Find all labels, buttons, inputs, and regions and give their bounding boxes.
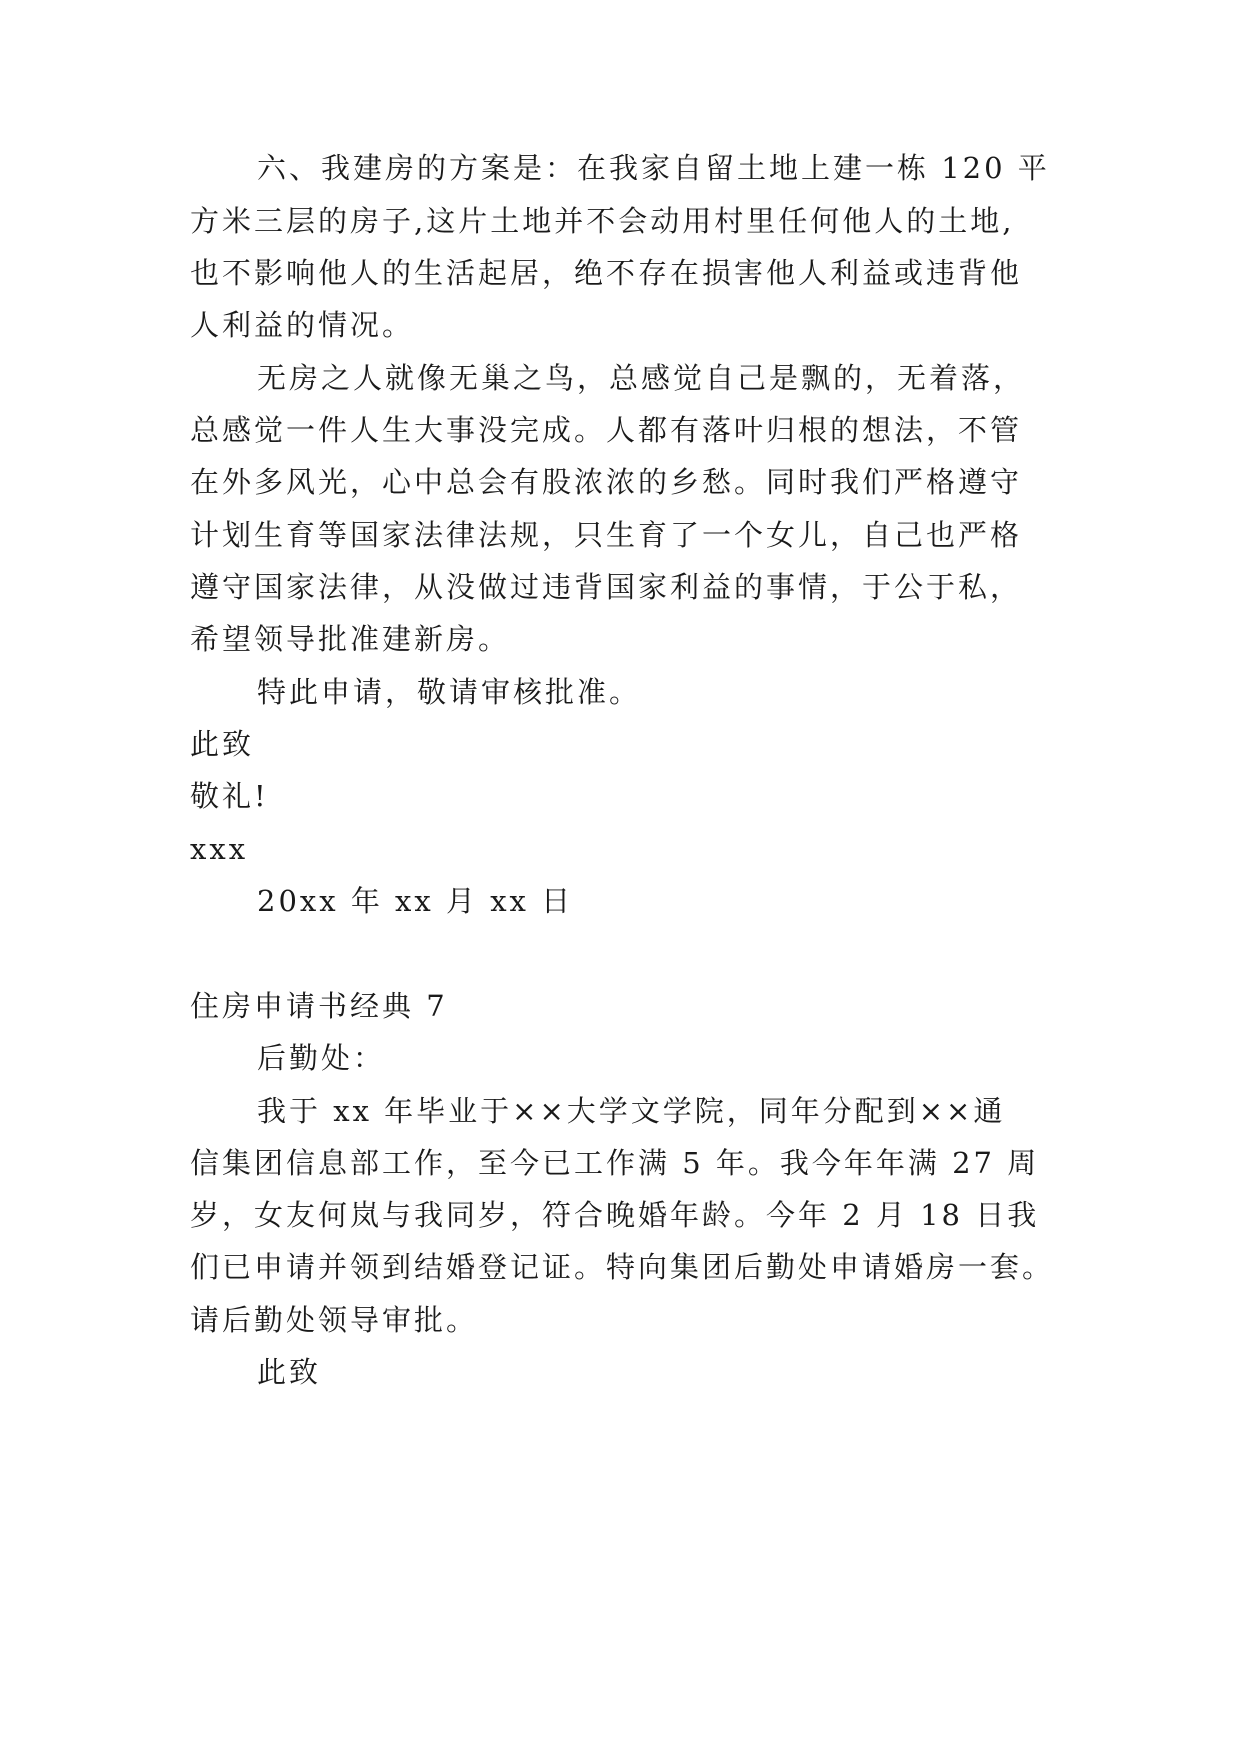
paragraph-line: 计划生育等国家法律法规，只生育了一个女儿，自己也严格 (190, 518, 1023, 552)
request-line: 特此申请，敬请审核批准。 (257, 675, 642, 709)
paragraph-line: 总感觉一件人生大事没完成。人都有落叶归根的想法，不管 (190, 413, 1023, 447)
paragraph-line: 信集团信息部工作，至今已工作满 5 年。我今年年满 27 周 (190, 1146, 1040, 1180)
paragraph-line: 在外多风光，心中总会有股浓浓的乡愁。同时我们严格遵守 (190, 465, 1023, 499)
paragraph-line: 们已申请并领到结婚登记证。特向集团后勤处申请婚房一套。 (190, 1250, 1055, 1284)
salutation-line: 敬礼! (190, 779, 269, 813)
paragraph-line: 无房之人就像无巢之鸟，总感觉自己是飘的，无着落， (257, 361, 1026, 395)
paragraph-line: 也不影响他人的生活起居，绝不存在损害他人利益或违背他 (190, 256, 1023, 290)
signature: xxx (190, 832, 249, 866)
paragraph-line: 我于 xx 年毕业于××大学文学院，同年分配到××通 (257, 1094, 1006, 1128)
section-title: 住房申请书经典 7 (190, 989, 448, 1023)
paragraph-line: 岁，女友何岚与我同岁，符合晚婚年龄。今年 2 月 18 日我 (190, 1198, 1040, 1232)
addressee: 后勤处： (257, 1041, 386, 1075)
paragraph-line: 请后勤处领导审批。 (190, 1303, 479, 1337)
paragraph-line: 方米三层的房子,这片土地并不会动用村里任何他人的土地, (190, 204, 1015, 238)
date-line: 20xx 年 xx 月 xx 日 (257, 884, 574, 918)
paragraph-line: 希望领导批准建新房。 (190, 622, 511, 656)
salutation-line: 此致 (190, 727, 255, 761)
closing-line: 此致 (257, 1355, 322, 1389)
paragraph-line: 人利益的情况。 (190, 308, 415, 342)
paragraph-line: 六、我建房的方案是：在我家自留土地上建一栋 120 平 (257, 151, 1050, 185)
paragraph-line: 遵守国家法律，从没做过违背国家利益的事情，于公于私， (190, 570, 1023, 604)
